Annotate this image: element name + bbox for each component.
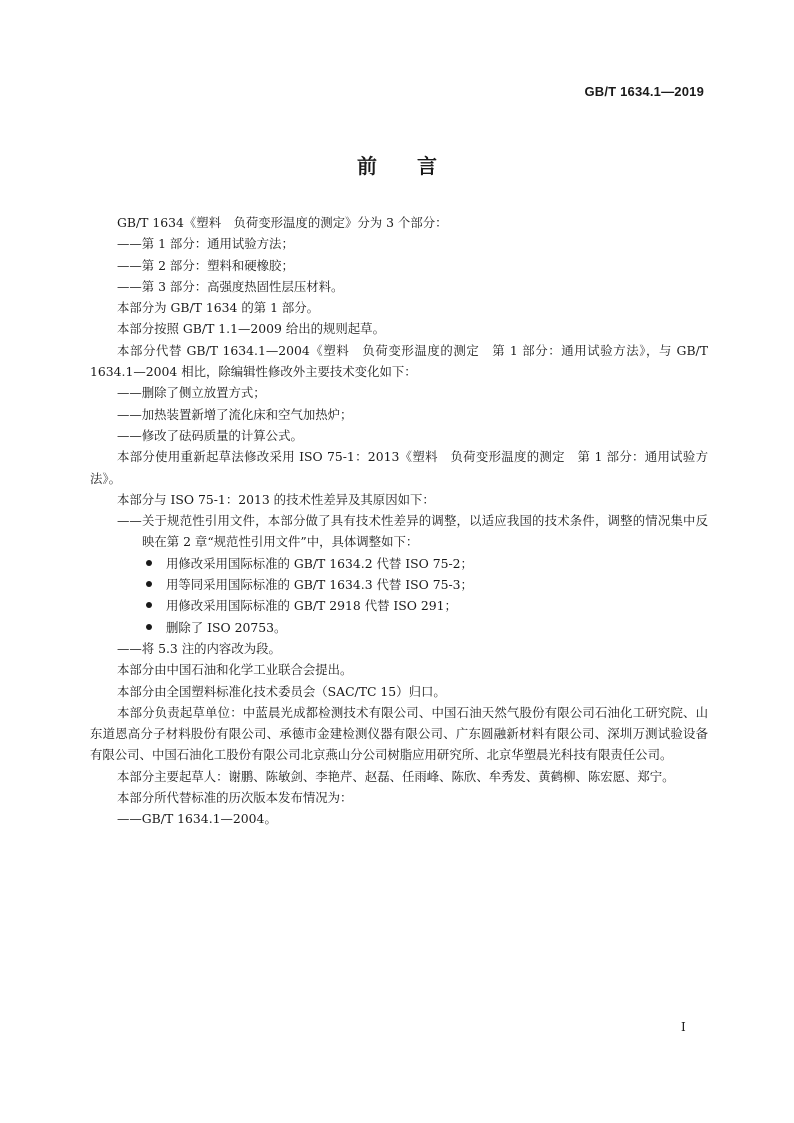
foreword-body [90, 212, 712, 830]
paragraph: 本部分代替 GB/T 1634.1—2004《塑料 负荷变形温度的测定 第 1 部分：通用试验方法》，与 GB/T 1634.1—2004 相比，除编辑性修改外主要技术变化如下： [90, 342, 712, 380]
page-number: I [681, 1020, 686, 1034]
list-item: ——关于规范性引用文件，本部分做了具有技术性差异的调整，以适应我国的技术条件，调整的情况集中反映在第 2 章“规范性引用文件”中，具体调整如下： [117, 513, 708, 550]
paragraph: 本部分由全国塑料标准化技术委员会（SAC/TC 15）归口。 [117, 683, 446, 699]
bullet-icon [146, 624, 152, 630]
paragraph: 本部分按照 GB/T 1.1—2009 给出的规则起草。 [117, 321, 385, 337]
list-item: ——GB/T 1634.1—2004。 [117, 811, 277, 827]
standard-code: GB/T 1634.1—2019 [584, 84, 704, 99]
list-item: ——加热装置新增了流化床和空气加热炉； [117, 406, 353, 422]
paragraph: 本部分为 GB/T 1634 的第 1 部分。 [117, 300, 320, 316]
paragraph: 本部分负责起草单位：中蓝晨光成都检测技术有限公司、中国石油天然气股份有限公司石油化工研究院、山东道恩高分子材料股份有限公司、承德市金建检测仪器有限公司、广东圆融新材料有限公司、深圳万测试验设备有限公司、中国石油化工股份有限公司北京燕山分公司树脂应用研究所、北京华塑晨光科技有限责任公司。 [90, 704, 708, 763]
paragraph: 本部分由中国石油和化学工业联合会提出。 [117, 662, 353, 678]
bullet-item [90, 595, 708, 616]
list-item: ——将 5.3 注的内容改为段。 [117, 640, 281, 656]
bullet-text: 用等同采用国际标准的 GB/T 1634.3 代替 ISO 75-3； [166, 577, 473, 593]
list-item: ——第 1 部分：通用试验方法； [117, 236, 294, 252]
bullet-item [90, 553, 708, 574]
bullet-icon [146, 560, 152, 566]
list-item: ——删除了侧立放置方式； [117, 385, 266, 401]
list-item: ——修改了砝码质量的计算公式。 [117, 427, 303, 443]
bullet-icon [146, 581, 152, 587]
paragraph: 本部分与 ISO 75-1：2013 的技术性差异及其原因如下： [117, 491, 435, 507]
bullet-item [90, 617, 708, 638]
paragraph: GB/T 1634《塑料 负荷变形温度的测定》分为 3 个部分： [117, 215, 448, 230]
list-item: ——第 2 部分：塑料和硬橡胶； [117, 257, 294, 273]
bullet-text: 用修改采用国际标准的 GB/T 1634.2 代替 ISO 75-2； [166, 555, 473, 571]
page-title: 前言 [357, 154, 477, 178]
bullet-icon [146, 602, 152, 608]
list-item: ——第 3 部分：高强度热固性层压材料。 [117, 278, 344, 294]
bullet-text: 用修改采用国际标准的 GB/T 2918 代替 ISO 291； [166, 598, 457, 614]
paragraph: 本部分所代替标准的历次版本发布情况为： [117, 790, 353, 806]
paragraph: 本部分使用重新起草法修改采用 ISO 75-1：2013《塑料 负荷变形温度的测定 第 1 部分：通用试验方法》。 [90, 449, 708, 486]
bullet-item [90, 574, 708, 595]
bullet-text: 删除了 ISO 20753。 [166, 619, 287, 635]
paragraph: 本部分主要起草人：谢鹏、陈敏剑、李艳芹、赵磊、任雨峰、陈欣、牟秀发、黄鹤柳、陈宏愿、郑宁。 [117, 768, 675, 784]
